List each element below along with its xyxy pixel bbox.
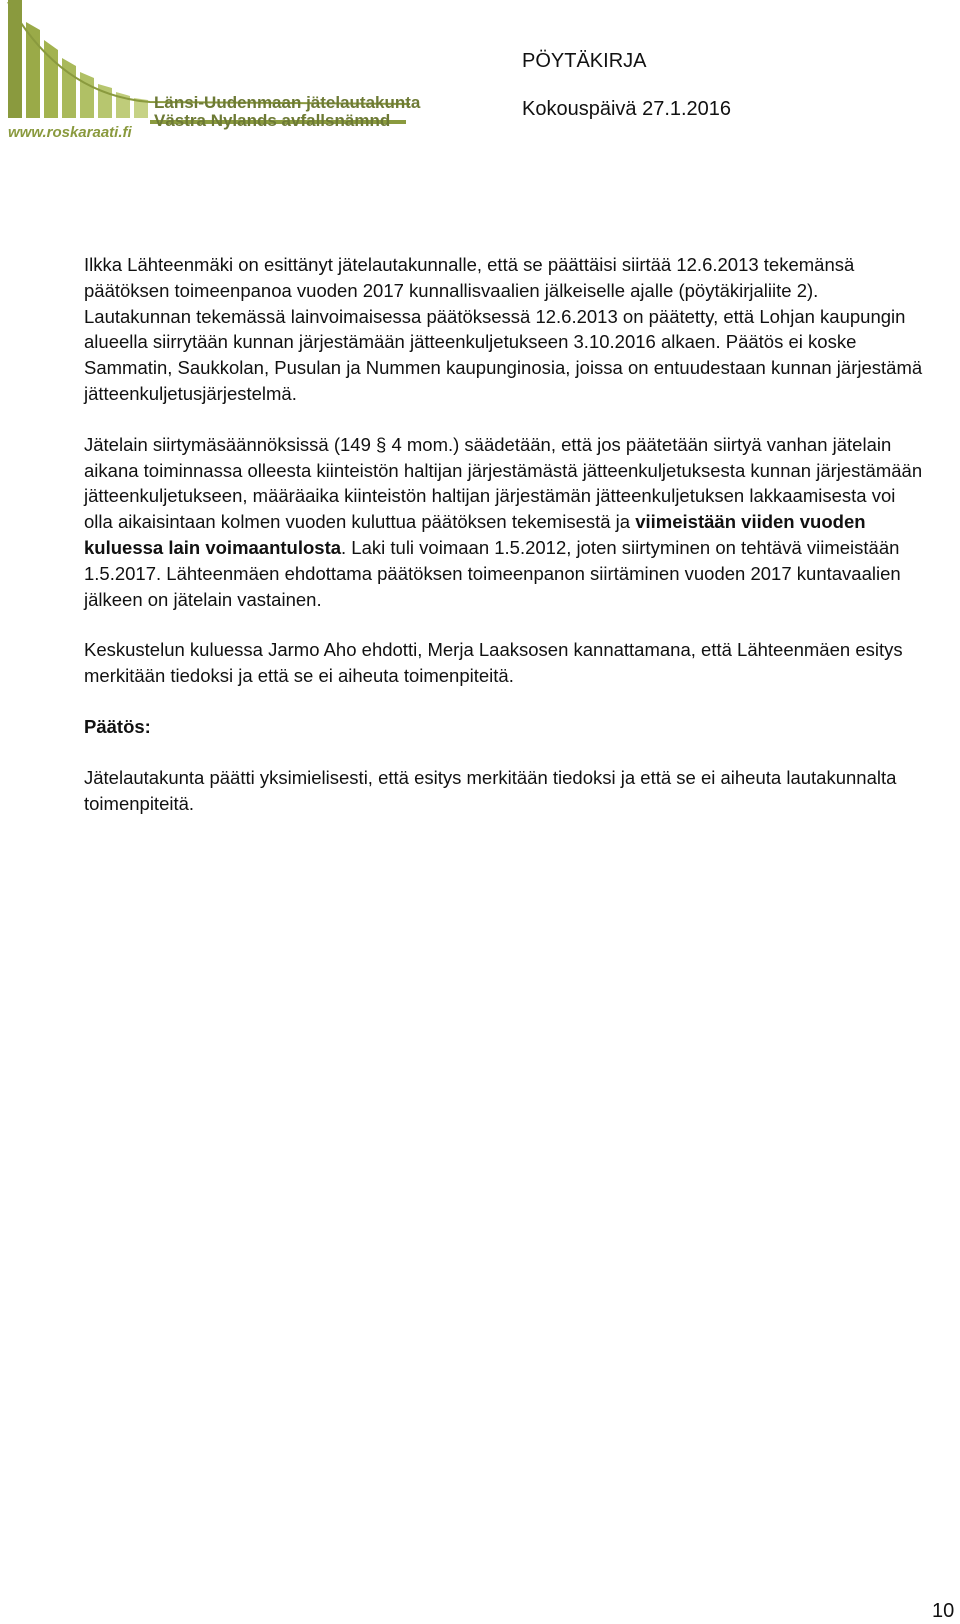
organization-logo — [0, 0, 430, 150]
legal-basis-text-end: . Laki tuli voimaan 1.5.2012, joten siirtyminen on tehtävä viimeistään 1.5.2017. Lähteenmäen ehdottama päätöksen toimeenpanon siirtäminen vuoden 2017 kuntavaalien jälkeen on jätelain vastainen. — [84, 536, 901, 610]
decision-heading: Päätös: — [84, 715, 151, 737]
logo-name-fi: Länsi-Uudenmaan jätelautakunta — [154, 93, 421, 112]
page-number: 10 — [932, 1600, 955, 1622]
logo-organization-name — [154, 94, 420, 130]
document-header — [522, 48, 731, 144]
decision-text: Jätelautakunta päätti yksimielisesti, että esitys merkitään tiedoksi ja että se ei aiheuta lautakunnalta toimenpiteitä. — [84, 766, 897, 814]
document-body — [84, 252, 924, 816]
paragraph-discussion: Keskustelun kuluessa Jarmo Aho ehdotti, Merja Laaksosen kannattamana, että Lähteenmäen esitys merkitään tiedoksi ja että se ei aiheuta toimenpiteitä. — [84, 639, 903, 687]
logo-name-sv: Västra Nylands avfallsnämnd — [154, 111, 391, 130]
legal-basis-text-start: Jätelain siirtymäsäännöksissä (149 § 4 mom.) säädetään, että jos päätetään siirtyä vanhan jätelain aikana toiminnassa olleesta kiinteistön haltijan järjestämästä jätteenkuljetuksesta kunnan järjestämään jätteenkuljetukseen, määräaika kiinteistön haltijan järjestämän jätteenkuljetuksen lakkaamisesta voi olla aikaisintaan kolmen vuoden kuluttua päätöksen tekemisestä ja — [84, 433, 923, 533]
meeting-date: Kokouspäivä 27.1.2016 — [522, 98, 732, 120]
paragraph-legal-basis — [84, 432, 924, 613]
logo-url[interactable]: www.roskaraati.fi — [8, 124, 132, 141]
document-type: PÖYTÄKIRJA — [522, 50, 647, 72]
legal-basis-emphasis: viimeistään viiden vuoden kuluessa lain voimaantulosta — [84, 511, 866, 558]
paragraph-background: Ilkka Lähteenmäki on esittänyt jätelautakunnalle, että se päättäisi siirtää 12.6.2013 tekemänsä päätöksen toimeenpanoa vuoden 2017 kunnallisvaalien jälkeiselle ajalle (pöytäkirjaliite 2). Lautakunnan tekemässä lainvoimaisessa päätöksessä 12.6.2013 on päätetty, että Lohjan kaupungin alueella siirrytään kunnan järjestämään jätteenkuljetukseen 3.10.2016 alkaen. Päätös ei koske Sammatin, Saukkolan, Pusulan ja Nummen kaupunginosia, joissa on entuudestaan kunnan järjestämä jätteenkuljetusjärjestelmä. — [84, 254, 923, 404]
